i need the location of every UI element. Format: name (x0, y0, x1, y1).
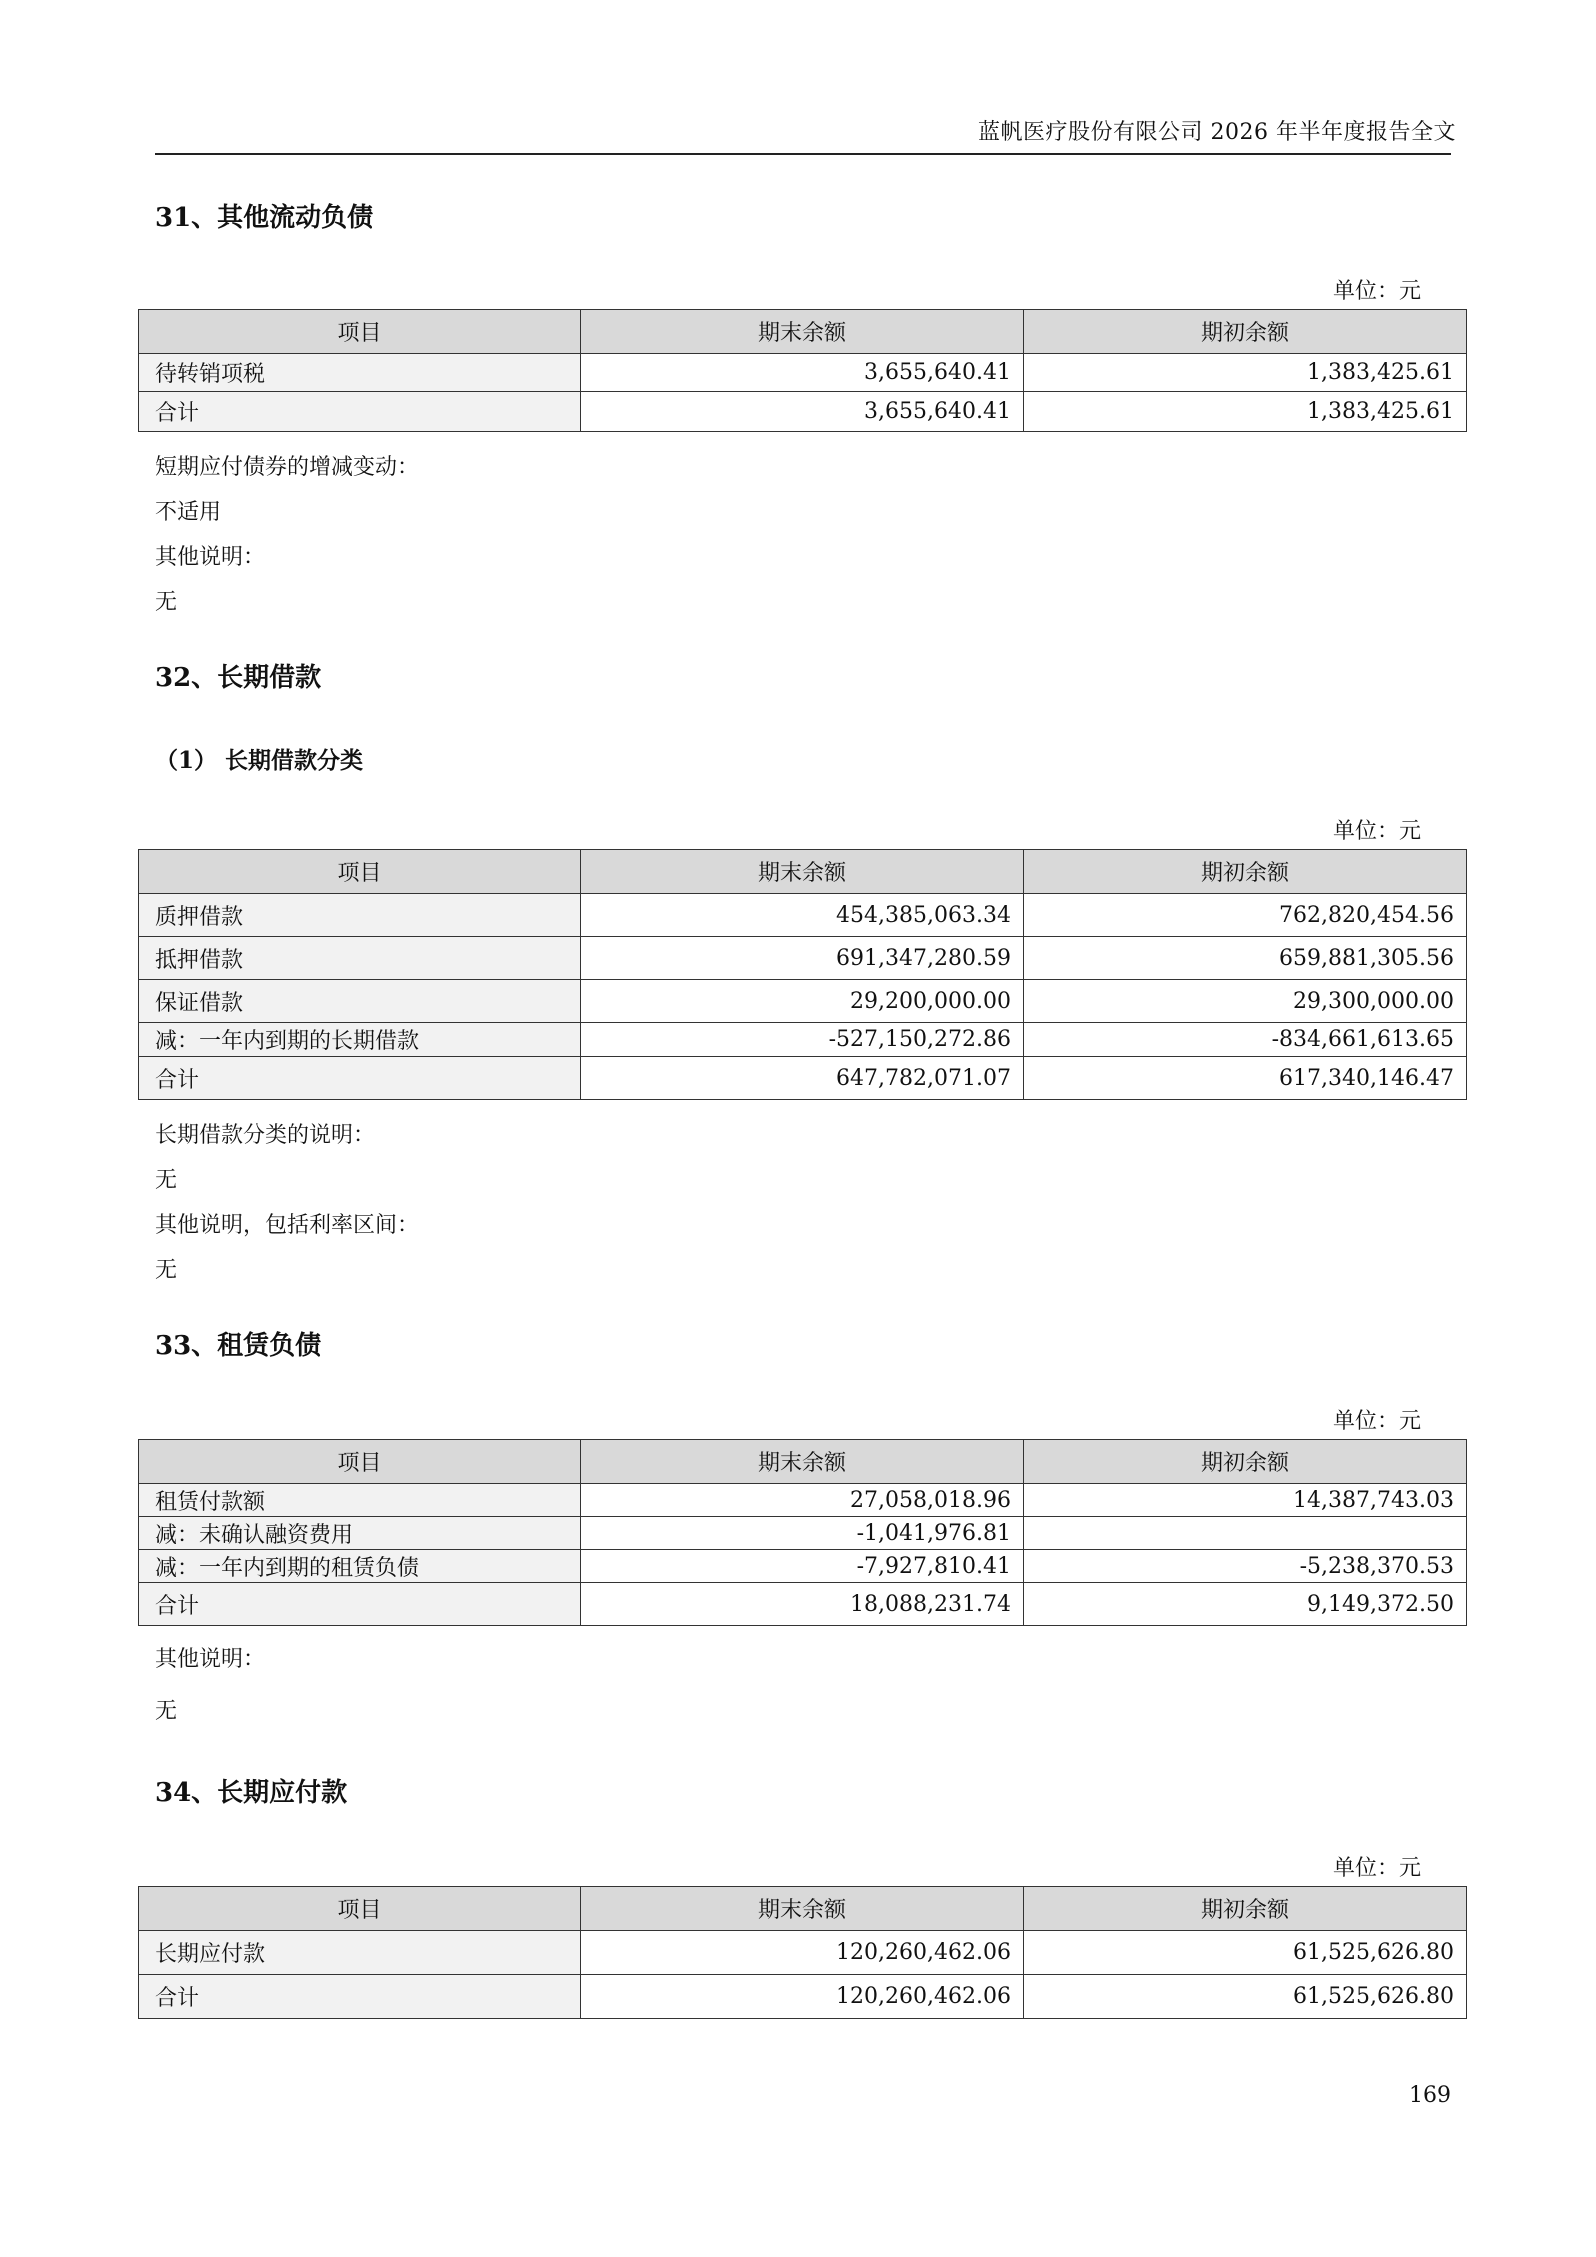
col-header-end-balance: 期末余额 (581, 310, 1024, 354)
col-header-begin-balance: 期初余额 (1024, 310, 1467, 354)
col-header-begin-balance: 期初余额 (1024, 1887, 1467, 1931)
table-row-total (139, 392, 1467, 432)
section-32-title: 32、长期借款 (155, 663, 322, 693)
row-label: 减：一年内到期的长期借款 (139, 1023, 581, 1057)
table-row (139, 1023, 1467, 1057)
table-row-total (139, 1583, 1467, 1626)
row-label: 合计 (139, 392, 581, 432)
begin-balance-cell: 29,300,000.00 (1024, 980, 1467, 1023)
section-32-table (138, 849, 1467, 1100)
section-33-note-1: 其他说明： (155, 1647, 266, 1672)
col-header-item: 项目 (139, 850, 581, 894)
section-33-title: 33、租赁负债 (155, 1331, 322, 1361)
section-31-table (138, 309, 1467, 432)
col-header-end-balance: 期末余额 (581, 1887, 1024, 1931)
section-33-unit: 单位：元 (1332, 1409, 1421, 1434)
begin-balance-cell: 1,383,425.61 (1024, 392, 1467, 432)
end-balance-cell: -527,150,272.86 (581, 1023, 1024, 1057)
table-header-row (139, 1887, 1467, 1931)
end-balance-cell: 29,200,000.00 (581, 980, 1024, 1023)
row-label: 抵押借款 (139, 937, 581, 980)
table-header-row (139, 850, 1467, 894)
end-balance-cell: 691,347,280.59 (581, 937, 1024, 980)
row-label: 减：未确认融资费用 (139, 1517, 581, 1550)
row-label: 待转销项税 (139, 354, 581, 392)
row-label: 长期应付款 (139, 1931, 581, 1975)
begin-balance-cell: 61,525,626.80 (1024, 1931, 1467, 1975)
col-header-item: 项目 (139, 310, 581, 354)
section-32-subtitle: （1） 长期借款分类 (155, 747, 364, 774)
table-row (139, 1931, 1467, 1975)
end-balance-cell: 3,655,640.41 (581, 392, 1024, 432)
table-header-row (139, 310, 1467, 354)
row-label: 保证借款 (139, 980, 581, 1023)
row-label: 合计 (139, 1975, 581, 2019)
table-row-total (139, 1975, 1467, 2019)
section-34-table (138, 1886, 1467, 2019)
section-32-note-2: 无 (155, 1168, 178, 1193)
col-header-end-balance: 期末余额 (581, 1440, 1024, 1484)
begin-balance-cell: 1,383,425.61 (1024, 354, 1467, 392)
row-label: 租赁付款额 (139, 1484, 581, 1517)
end-balance-cell: 27,058,018.96 (581, 1484, 1024, 1517)
section-31-title: 31、其他流动负债 (155, 203, 374, 233)
section-31-note-4: 无 (155, 590, 178, 615)
section-32-unit: 单位：元 (1332, 819, 1421, 844)
table-row (139, 937, 1467, 980)
begin-balance-cell: 14,387,743.03 (1024, 1484, 1467, 1517)
table-row (139, 1517, 1467, 1550)
begin-balance-cell: -5,238,370.53 (1024, 1550, 1467, 1583)
section-34-title: 34、长期应付款 (155, 1778, 348, 1808)
end-balance-cell: 120,260,462.06 (581, 1931, 1024, 1975)
begin-balance-cell: -834,661,613.65 (1024, 1023, 1467, 1057)
table-row (139, 354, 1467, 392)
row-label: 质押借款 (139, 894, 581, 937)
section-32-note-3: 其他说明，包括利率区间： (155, 1213, 420, 1238)
table-row (139, 980, 1467, 1023)
begin-balance-cell: 762,820,454.56 (1024, 894, 1467, 937)
table-row (139, 894, 1467, 937)
table-row-total (139, 1057, 1467, 1100)
end-balance-cell: 3,655,640.41 (581, 354, 1024, 392)
section-32-note-4: 无 (155, 1258, 178, 1283)
col-header-begin-balance: 期初余额 (1024, 1440, 1467, 1484)
section-31-unit: 单位：元 (1332, 279, 1421, 304)
table-row (139, 1484, 1467, 1517)
end-balance-cell: -7,927,810.41 (581, 1550, 1024, 1583)
table-header-row (139, 1440, 1467, 1484)
section-31-note-1: 短期应付债券的增减变动： (155, 455, 420, 480)
col-header-end-balance: 期末余额 (581, 850, 1024, 894)
section-33-note-2: 无 (155, 1699, 178, 1724)
end-balance-cell: -1,041,976.81 (581, 1517, 1024, 1550)
begin-balance-cell: 61,525,626.80 (1024, 1975, 1467, 2019)
col-header-item: 项目 (139, 1887, 581, 1931)
section-33-table (138, 1439, 1467, 1626)
section-34-unit: 单位：元 (1332, 1856, 1421, 1881)
page-number: 169 (1409, 2083, 1451, 2108)
row-label: 合计 (139, 1057, 581, 1100)
col-header-begin-balance: 期初余额 (1024, 850, 1467, 894)
begin-balance-cell: 9,149,372.50 (1024, 1583, 1467, 1626)
end-balance-cell: 454,385,063.34 (581, 894, 1024, 937)
report-header-title: 蓝帆医疗股份有限公司 2026 年半年度报告全文 (978, 120, 1456, 145)
table-row (139, 1550, 1467, 1583)
section-31-note-3: 其他说明： (155, 545, 266, 570)
begin-balance-cell (1024, 1517, 1467, 1550)
end-balance-cell: 18,088,231.74 (581, 1583, 1024, 1626)
end-balance-cell: 647,782,071.07 (581, 1057, 1024, 1100)
section-32-note-1: 长期借款分类的说明： (155, 1123, 376, 1148)
end-balance-cell: 120,260,462.06 (581, 1975, 1024, 2019)
begin-balance-cell: 659,881,305.56 (1024, 937, 1467, 980)
row-label: 减：一年内到期的租赁负债 (139, 1550, 581, 1583)
col-header-item: 项目 (139, 1440, 581, 1484)
row-label: 合计 (139, 1583, 581, 1626)
section-31-note-2: 不适用 (155, 500, 222, 525)
header-divider (155, 153, 1451, 155)
begin-balance-cell: 617,340,146.47 (1024, 1057, 1467, 1100)
